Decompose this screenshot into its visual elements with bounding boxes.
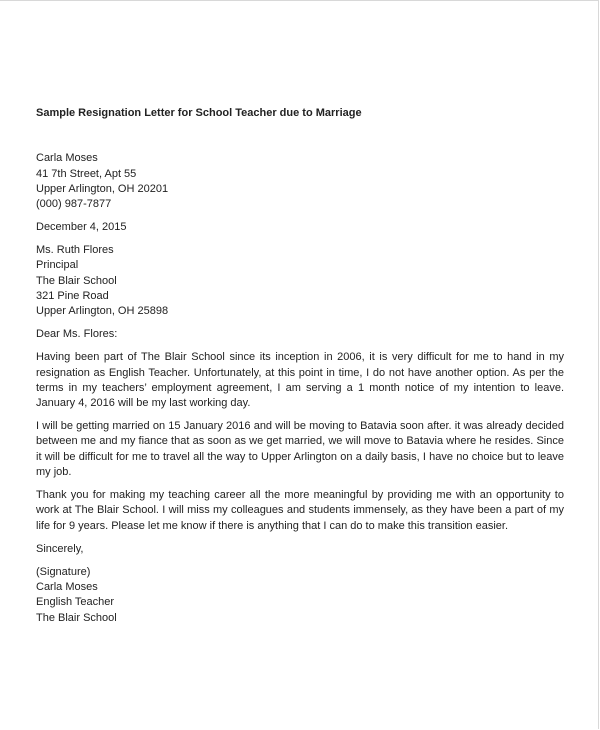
signer-name: Carla Moses [36,580,98,593]
recipient-city: Upper Arlington, OH 25898 [36,305,169,318]
sender-name: Carla Moses [36,152,98,165]
recipient-street: 321 Pine Road [36,290,109,303]
sender-phone: (000) 987-7877 [36,198,112,211]
closing: Sincerely, [36,542,84,555]
sender-street: 41 7th Street, Apt 55 [36,167,137,180]
recipient-name: Ms. Ruth Flores [36,244,114,257]
signature: (Signature) [36,565,91,578]
recipient-school: The Blair School [36,274,117,287]
signature-block [36,565,564,626]
body-paragraph: Thank you for making my teaching career all the more meaningful by providing me with an opportunity to work at The Blair School. I will miss my colleagues and students immensely, as they have been a part of my life for 9 years. Please let me know if there is anything that I can do to make this transition easier. [36,489,564,532]
signer-school: The Blair School [36,611,117,624]
recipient-address [36,243,564,319]
recipient-title: Principal [36,259,79,272]
salutation: Dear Ms. Flores: [36,328,118,341]
letter-title: Sample Resignation Letter for School Teacher due to Marriage [36,107,362,119]
body-paragraph: Having been part of The Blair School since its inception in 2006, it is very difficult for me to hand in my resignation as English Teacher. Unfortunately, at this point in time, I do not have another option. As per the terms in my teachers’ employment agreement, I am serving a 1 month notice of my intention to leave. January 4, 2016 will be my last working day. [36,351,564,410]
sender-city: Upper Arlington, OH 20201 [36,182,169,195]
sender-address [36,151,564,212]
signer-title: English Teacher [36,596,115,609]
body-paragraph: I will be getting married on 15 January 2016 and will be moving to Batavia soon after. it was already decided between me and my fiance that as soon as we get married, we will move to Batavia where he resides. Since it will be difficult for me to travel all the way to Upper Arlington on a daily basis, I have no choice but to leave my job. [36,420,564,479]
letter [36,106,564,634]
letter-date: December 4, 2015 [36,221,127,234]
